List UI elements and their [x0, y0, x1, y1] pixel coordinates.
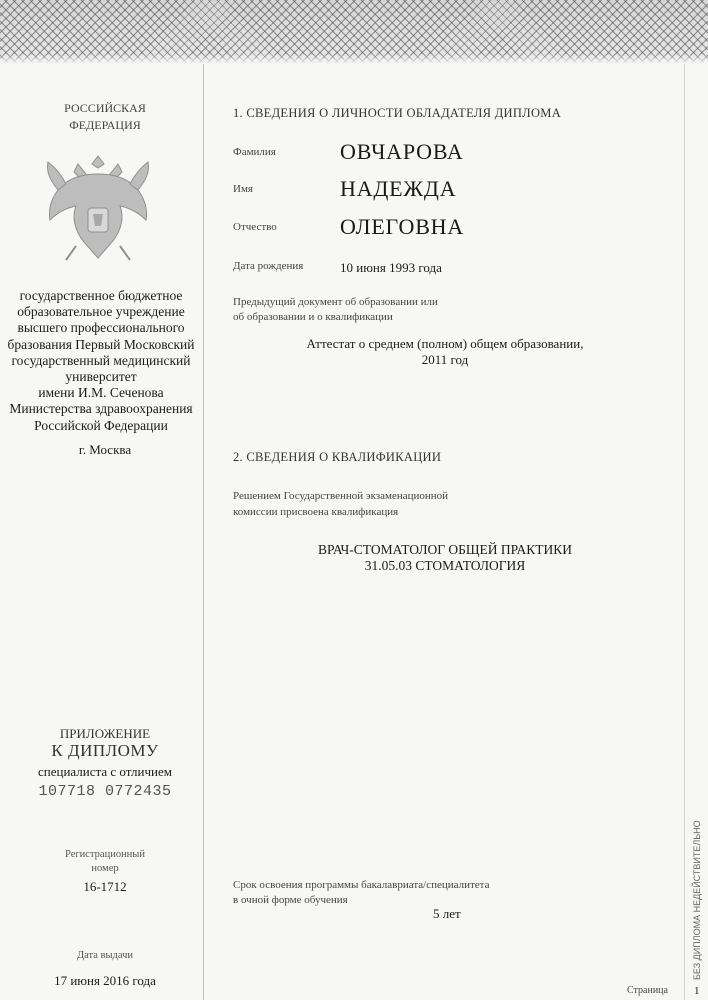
appendix-title-line-1: ПРИЛОЖЕНИЕ — [59, 726, 151, 741]
issue-date: 17 июня 2016 года — [54, 973, 156, 988]
org-line: Российской Федерации — [34, 417, 168, 433]
appendix-title-line-2: К ДИПЛОМУ — [51, 741, 159, 760]
name-value: НАДЕЖДА — [340, 176, 457, 201]
page-number: 1 — [694, 985, 700, 997]
country-line-1: РОССИЙСКАЯ — [64, 101, 146, 115]
study-term-label-line-1: Срок освоения программы бакалавриата/специалитета — [233, 879, 490, 891]
registration-label — [20, 848, 190, 876]
appendix-subtitle: специалиста с отличием — [37, 764, 172, 779]
validity-note — [690, 780, 704, 980]
city: г. Москва — [78, 442, 132, 457]
org-line: государственное бюджетное — [19, 288, 183, 303]
registration-label-line-1: Регистрационный — [65, 849, 145, 860]
org-line: высшего профессионального — [17, 320, 185, 336]
qualification-line-2: 31.05.03 СТОМАТОЛОГИЯ — [364, 558, 526, 573]
column-divider — [203, 64, 204, 1000]
double-headed-eagle-icon — [38, 150, 158, 265]
surname-label: Фамилия — [233, 146, 276, 158]
previous-document-label-line-2: об образовании и о квалификации — [233, 311, 393, 323]
dob-label: Дата рождения — [233, 260, 304, 272]
name-label: Имя — [233, 183, 253, 195]
section-2-heading: 2. СВЕДЕНИЯ О КВАЛИФИКАЦИИ — [233, 450, 442, 464]
decision-line-2: комиссии присвоена квалификация — [233, 506, 399, 518]
previous-document-value-line-1: Аттестат о среднем (полном) общем образовании, — [306, 336, 584, 351]
surname-value: ОВЧАРОВА — [340, 139, 464, 164]
patronymic-value: ОЛЕГОВНА — [340, 214, 465, 239]
org-line: университет — [65, 369, 137, 385]
issue-date-label: Дата выдачи — [76, 950, 134, 961]
patronymic-label: Отчество — [233, 221, 277, 233]
serial-number: 107718 0772435 — [38, 783, 172, 800]
right-edge-line — [684, 64, 685, 1000]
qualification-line-1: ВРАЧ-СТОМАТОЛОГ ОБЩЕЙ ПРАКТИКИ — [318, 542, 572, 557]
validity-note-text: БЕЗ ДИПЛОМА НЕДЕЙСТВИТЕЛЬНО — [692, 820, 702, 980]
study-term-label-line-2: в очной форме обучения — [233, 894, 348, 906]
org-line: бразования Первый Московский — [7, 336, 195, 352]
org-line: образовательное учреждение — [17, 304, 185, 320]
decorative-border — [0, 0, 708, 64]
registration-number: 16-1712 — [83, 879, 127, 894]
previous-document-value-line-2: 2011 год — [421, 352, 469, 367]
registration-label-line-2: номер — [91, 863, 119, 874]
org-line: имени И.М. Сеченова — [38, 385, 164, 401]
study-term-value: 5 лет — [433, 906, 461, 921]
country-line-2: ФЕДЕРАЦИЯ — [69, 118, 141, 132]
org-line: Министерства здравоохранения — [9, 401, 193, 417]
page-label: Страница — [627, 985, 668, 996]
previous-document-label-line-1: Предыдущий документ об образовании или — [233, 296, 438, 308]
dob-value: 10 июня 1993 года — [340, 260, 442, 275]
section-1-heading: 1. СВЕДЕНИЯ О ЛИЧНОСТИ ОБЛАДАТЕЛЯ ДИПЛОМА — [233, 106, 562, 120]
organization-name — [2, 288, 200, 434]
org-line: государственный медицинский — [11, 352, 191, 368]
decision-line-1: Решением Государственной экзаменационной — [233, 490, 449, 502]
